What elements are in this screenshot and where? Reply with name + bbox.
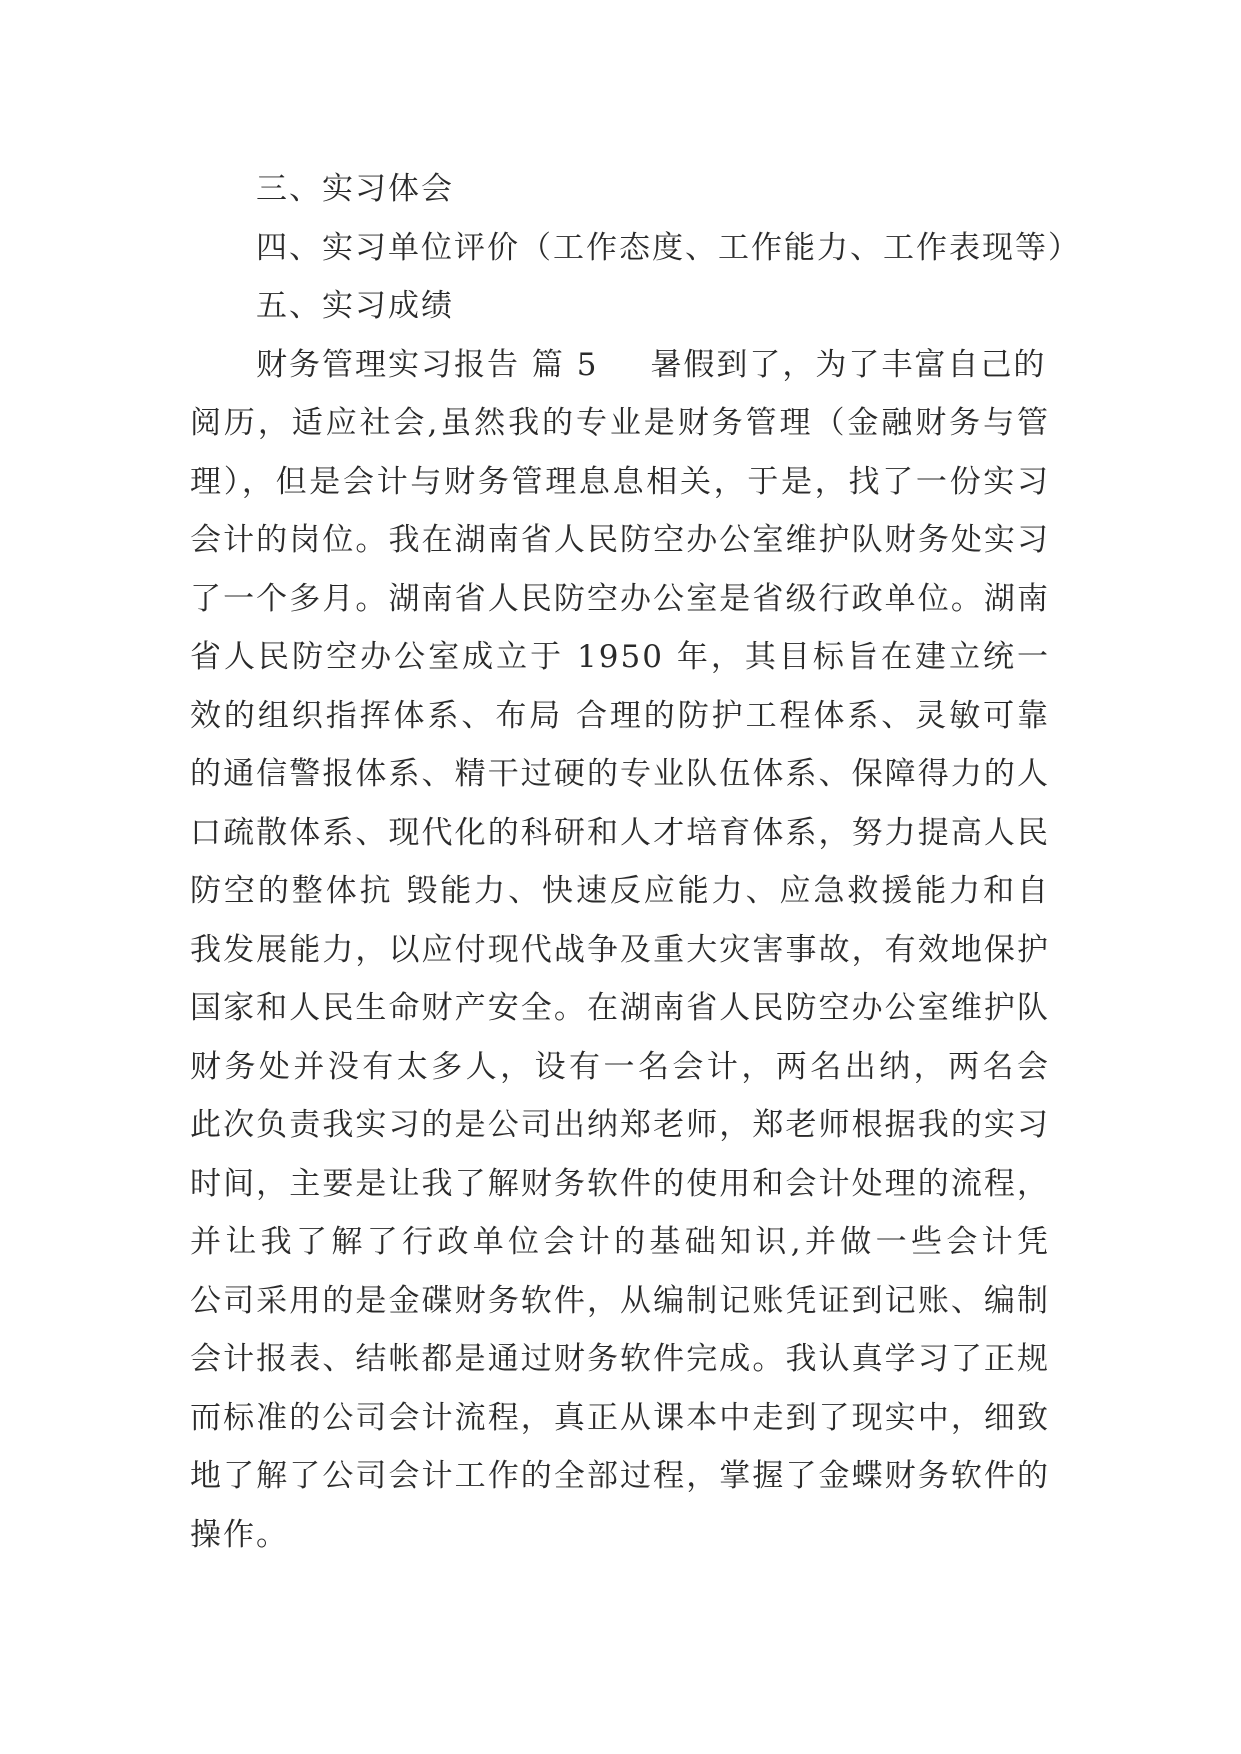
paragraph-line: 我发展能力，以应付现代战争及重大灾害事故，有效地保护	[190, 931, 1050, 968]
paragraph-line: 防空的整体抗 毁能力、快速反应能力、应急救援能力和自	[190, 873, 1050, 909]
paragraph-line: 国家和人民生命财产安全。在湖南省人民防空办公室维护队	[190, 990, 1050, 1026]
paragraph-line: 会计报表、结帐都是通过财务软件完成。我认真学习了正规	[190, 1341, 1050, 1377]
document-body	[190, 160, 1081, 1564]
article-first-line-text: 暑假到了，为了丰富自己的	[650, 346, 1047, 383]
paragraph-line: 公司采用的是金碟财务软件，从编制记账凭证到记账、编制	[190, 1282, 1050, 1319]
paragraph-line: 效的组织指挥体系、布局 合理的防护工程体系、灵敏可靠	[190, 697, 1050, 734]
paragraph-line: 而标准的公司会计流程，真正从课本中走到了现实中，细致	[190, 1399, 1050, 1436]
heading-practice-experience: 三、实习体会	[256, 171, 454, 207]
paragraph-line: 了一个多月。湖南省人民防空办公室是省级行政单位。湖南	[190, 580, 1050, 617]
heading-practice-score: 五、实习成绩	[256, 288, 454, 324]
article-first-line	[190, 336, 1050, 395]
paragraph-line: 时间，主要是让我了解财务软件的使用和会计处理的流程，	[190, 1165, 1050, 1202]
paragraph-line: 阅历，适应社会,虽然我的专业是财务管理（金融财务与管	[190, 405, 1050, 441]
paragraph-line: 省人民防空办公室成立于 1950 年，其目标旨在建立统一	[190, 639, 1050, 675]
paragraph-line: 理），但是会计与财务管理息息相关，于是，找了一份实习	[190, 463, 1050, 500]
heading-unit-evaluation: 四、实习单位评价（工作态度、工作能力、工作表现等）	[256, 229, 1081, 266]
paragraph-line: 财务处并没有太多人，设有一名会计，两名出纳，两名会	[190, 1048, 1050, 1085]
paragraph-line: 会计的岗位。我在湖南省人民防空办公室维护队财务处实习	[190, 522, 1050, 558]
paragraph-line: 口疏散体系、现代化的科研和人才培育体系，努力提高人民	[190, 814, 1050, 851]
paragraph-last-line: 操作。	[190, 1516, 289, 1553]
article-title: 财务管理实习报告 篇 5	[256, 346, 599, 383]
paragraph-line: 地了解了公司会计工作的全部过程，掌握了金蝶财务软件的	[190, 1458, 1050, 1494]
paragraph-line: 并让我了解了行政单位会计的基础知识,并做一些会计凭	[190, 1224, 1050, 1260]
paragraph-line: 的通信警报体系、精干过硬的专业队伍体系、保障得力的人	[190, 756, 1050, 792]
paragraph-line: 此次负责我实习的是公司出纳郑老师，郑老师根据我的实习	[190, 1107, 1050, 1143]
